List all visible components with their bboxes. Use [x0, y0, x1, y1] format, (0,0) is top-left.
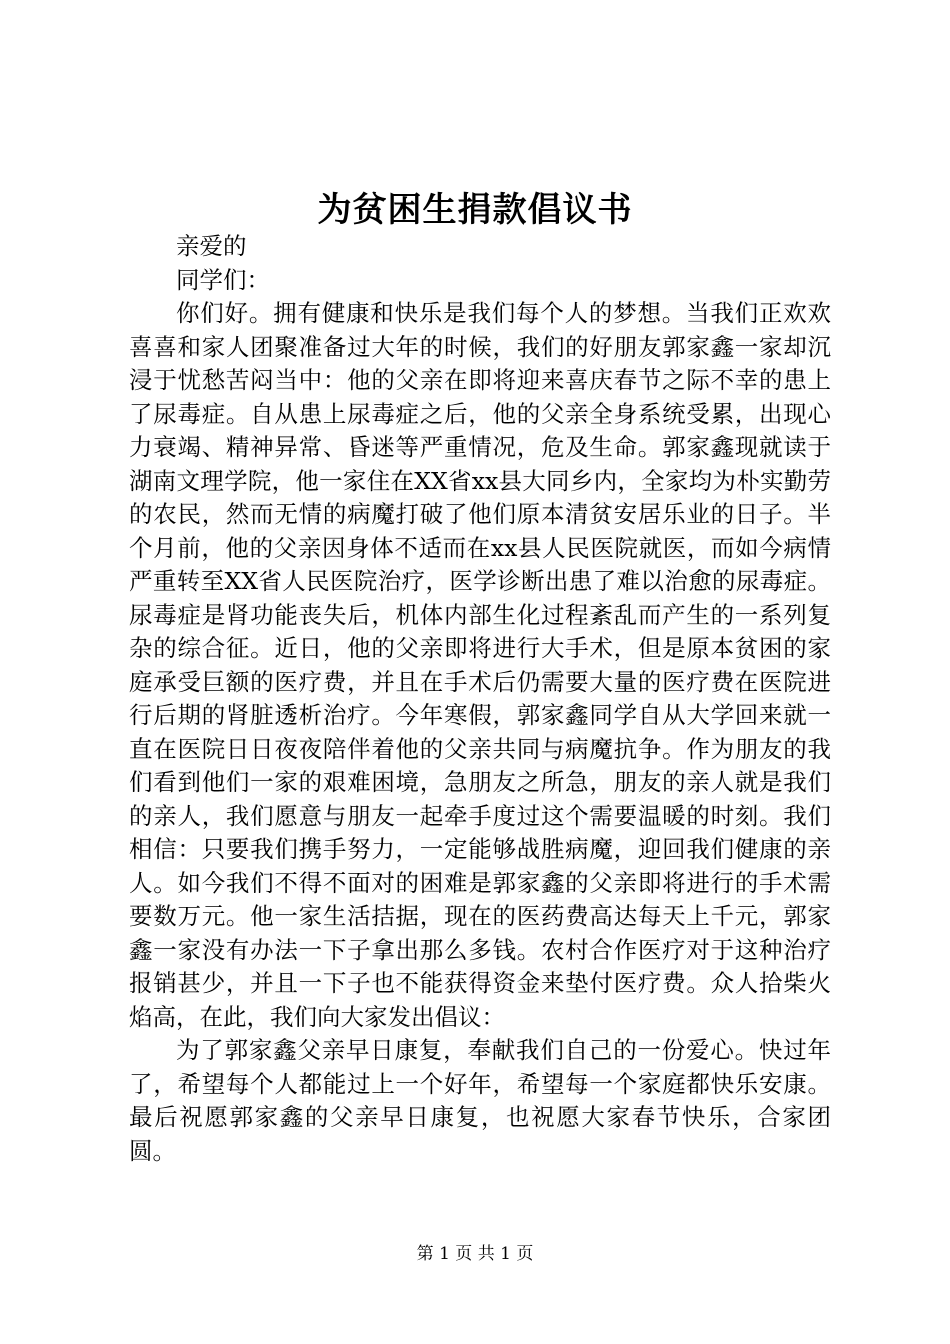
body-paragraph-2: 为了郭家鑫父亲早日康复，奉献我们自己的一份爱心。快过年了，希望每个人都能过上一个好年，希望每一个家庭都快乐安康。最后祝愿郭家鑫的父亲早日康复，也祝愿大家春节快乐，合家团圆。	[129, 1036, 831, 1165]
salutation-line-2: 同学们：	[176, 265, 270, 294]
page-number-footer: 第 1 页 共 1 页	[416, 1244, 534, 1264]
document-body	[129, 230, 831, 1168]
body-paragraph-1: 你们好。拥有健康和快乐是我们每个人的梦想。当我们正欢欢喜喜和家人团聚准备过大年的时候，我们的好朋友郭家鑫一家却沉浸于忧愁苦闷当中：他的父亲在即将迎来喜庆春节之际不幸的患上了尿毒症。自从患上尿毒症之后，他的父亲全身系统受累，出现心力衰竭、精神异常、昏迷等严重情况，危及生命。郭家鑫现就读于湖南文理学院，他一家住在XX省xx县大同乡内，全家均为朴实勤劳的农民，然而无情的病魔打破了他们原本清贫安居乐业的日子。半个月前，他的父亲因身体不适而在xx县人民医院就医，而如今病情严重转至XX省人民医院治疗，医学诊断出患了难以治愈的尿毒症。尿毒症是肾功能丧失后，机体内部生化过程紊乱而产生的一系列复杂的综合征。近日，他的父亲即将进行大手术，但是原本贫困的家庭承受巨额的医疗费，并且在手术后仍需要大量的医疗费在医院进行后期的肾脏透析治疗。今年寒假，郭家鑫同学自从大学回来就一直在医院日日夜夜陪伴着他的父亲共同与病魔抗争。作为朋友的我们看到他们一家的艰难困境，急朋友之所急，朋友的亲人就是我们的亲人，我们愿意与朋友一起牵手度过这个需要温暖的时刻。我们相信：只要我们携手努力，一定能够战胜病魔，迎回我们健康的亲人。如今我们不得不面对的困难是郭家鑫的父亲即将进行的手术需要数万元。他一家生活拮据，现在的医药费高达每天上千元，郭家鑫一家没有办法一下子拿出那么多钱。农村合作医疗对于这种治疗报销甚少，并且一下子也不能获得资金来垫付医疗费。众人拾柴火焰高，在此，我们向大家发出倡议：	[129, 299, 831, 1031]
document-title: 为贫困生捐款倡议书	[317, 190, 633, 230]
salutation-line-1: 亲爱的	[176, 232, 247, 260]
